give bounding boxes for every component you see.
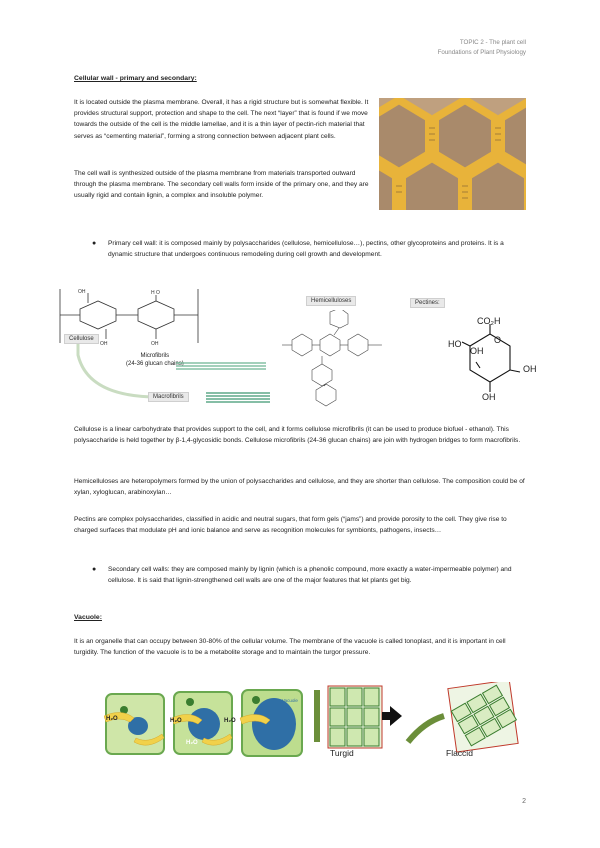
h2o-label-3: H₂O <box>224 718 236 724</box>
svg-text:OH: OH <box>100 341 108 347</box>
co2h-label: CO₂H <box>477 316 501 326</box>
oh-label-3: OH <box>482 392 496 402</box>
vacuole-growth-figure <box>104 688 306 760</box>
hemicellulose-paragraph: Hemicelluloses are heteropolymers formed by the union of polysaccharides and cellulose, and they are shorter than cellulose. The composition could be of xylan, xyloglucan, arabinoxylan… <box>74 478 525 497</box>
svg-text:OH: OH <box>78 289 86 295</box>
cell-wall-heading: Cellular wall - primary and secondary: <box>74 75 197 82</box>
ring-o-label: O <box>494 335 502 345</box>
hemicelluloses-label: Hemicelluloses <box>306 296 356 306</box>
h2o-label-2: H₂O <box>170 718 182 724</box>
secondary-wall-text: Secondary cell walls: they are composed mainly by lignin (which is a phenolic compound, more exactly a water-impermeable polymer) and cellulose. It is said that lignin-strengthened cell walls are one of the major features that let plants get big. <box>108 566 512 585</box>
vacuole-heading: Vacuole: <box>74 614 102 621</box>
pectines-label: Pectines: <box>410 298 445 308</box>
cell-wall-para2: The cell wall is synthesized outside of the plasma membrane from materials transported outward through the plasma membrane. The secondary cell walls form inside of the primary one, and they are usually rigid and contain lignin, a complex and insoluble polymer. <box>74 170 369 200</box>
microfibrils-subtitle: (24-36 glucan chains) <box>126 361 184 367</box>
primary-wall-text: Primary cell wall: it is composed mainly by polysaccharides (cellulose, hemicellulose…), pectins, other glycoproteins and proteins. It is a dynamic structure that undergoes continuous remodeling during cell growth and development. <box>108 240 504 259</box>
flaccid-label: Flaccid <box>446 748 473 758</box>
page-number: 2 <box>522 798 526 805</box>
vacuole-label: Vacuole <box>282 698 298 703</box>
hemicellulose-structure <box>282 310 392 410</box>
cell-wall-para1: It is located outside the plasma membrane. Overall, it has a rigid structure but is somewhat flexible. It provides structural support, protection and shape to the cell. The next “layer” that is found if we move towards the outside of the cell is the middle lamellae, and it is a thin layer of pectin-rich material that serves as “cementing material”, forming a strong connection between adjacent plant cells. <box>74 99 369 140</box>
macrofibrils-label: Macrofibrils <box>148 392 189 402</box>
h2o-label-1: H₂O <box>106 716 118 722</box>
h2o-label-4: H₂O <box>186 740 198 746</box>
cell-wall-image <box>379 98 526 210</box>
turgid-label: Turgid <box>330 748 354 758</box>
oh-label-2: OH <box>523 364 537 374</box>
vacuole-paragraph: It is an organelle that can occupy between 30-80% of the cellular volume. The membrane of the vacuole is called tonoplast, and it is important in cell turgidity. The function of the vacuole is to be a metabolite storage and to maintain the turgor pressure. <box>74 638 506 657</box>
oh-label-1: OH <box>470 346 484 356</box>
pectins-paragraph: Pectins are complex polysaccharides, classified in acidic and neutral sugars, that form gels (“jams”) and provide porosity to the cell. They give rise to charged surfaces that modulate pH and ionic balance and serve as recognition molecules for symbionts, pathogens, insects… <box>74 516 507 535</box>
bullet-dot-icon: ● <box>92 566 97 573</box>
cellulose-label: Cellulose <box>64 334 99 344</box>
svg-text:OH: OH <box>151 341 159 347</box>
macrofibril-bundle <box>206 390 270 406</box>
svg-text:H O: H O <box>151 290 160 296</box>
cellulose-structure-figure <box>58 285 208 407</box>
ho-label: HO <box>448 339 462 349</box>
microfibril-strands <box>176 358 266 368</box>
header-topic: TOPIC 2 - The plant cell <box>459 39 526 46</box>
microfibrils-title: Microfibrils <box>140 353 170 359</box>
header-subject: Foundations of Plant Physiology <box>437 49 526 56</box>
secondary-wall-bullet <box>92 564 524 586</box>
cellulose-paragraph: Cellulose is a linear carbohydrate that provides support to the cell, and it forms cellulose microfibrils (it can be used to produce biofuel - ethanol). This polysaccharide is held together by β-1,4-glycosidic bonds. Cellulose microfibrils (24-36 glucan chains) are join with hydrogen bridges to form macrofibrils. <box>74 426 521 445</box>
bullet-dot-icon: ● <box>92 240 97 247</box>
primary-wall-bullet <box>92 238 524 260</box>
